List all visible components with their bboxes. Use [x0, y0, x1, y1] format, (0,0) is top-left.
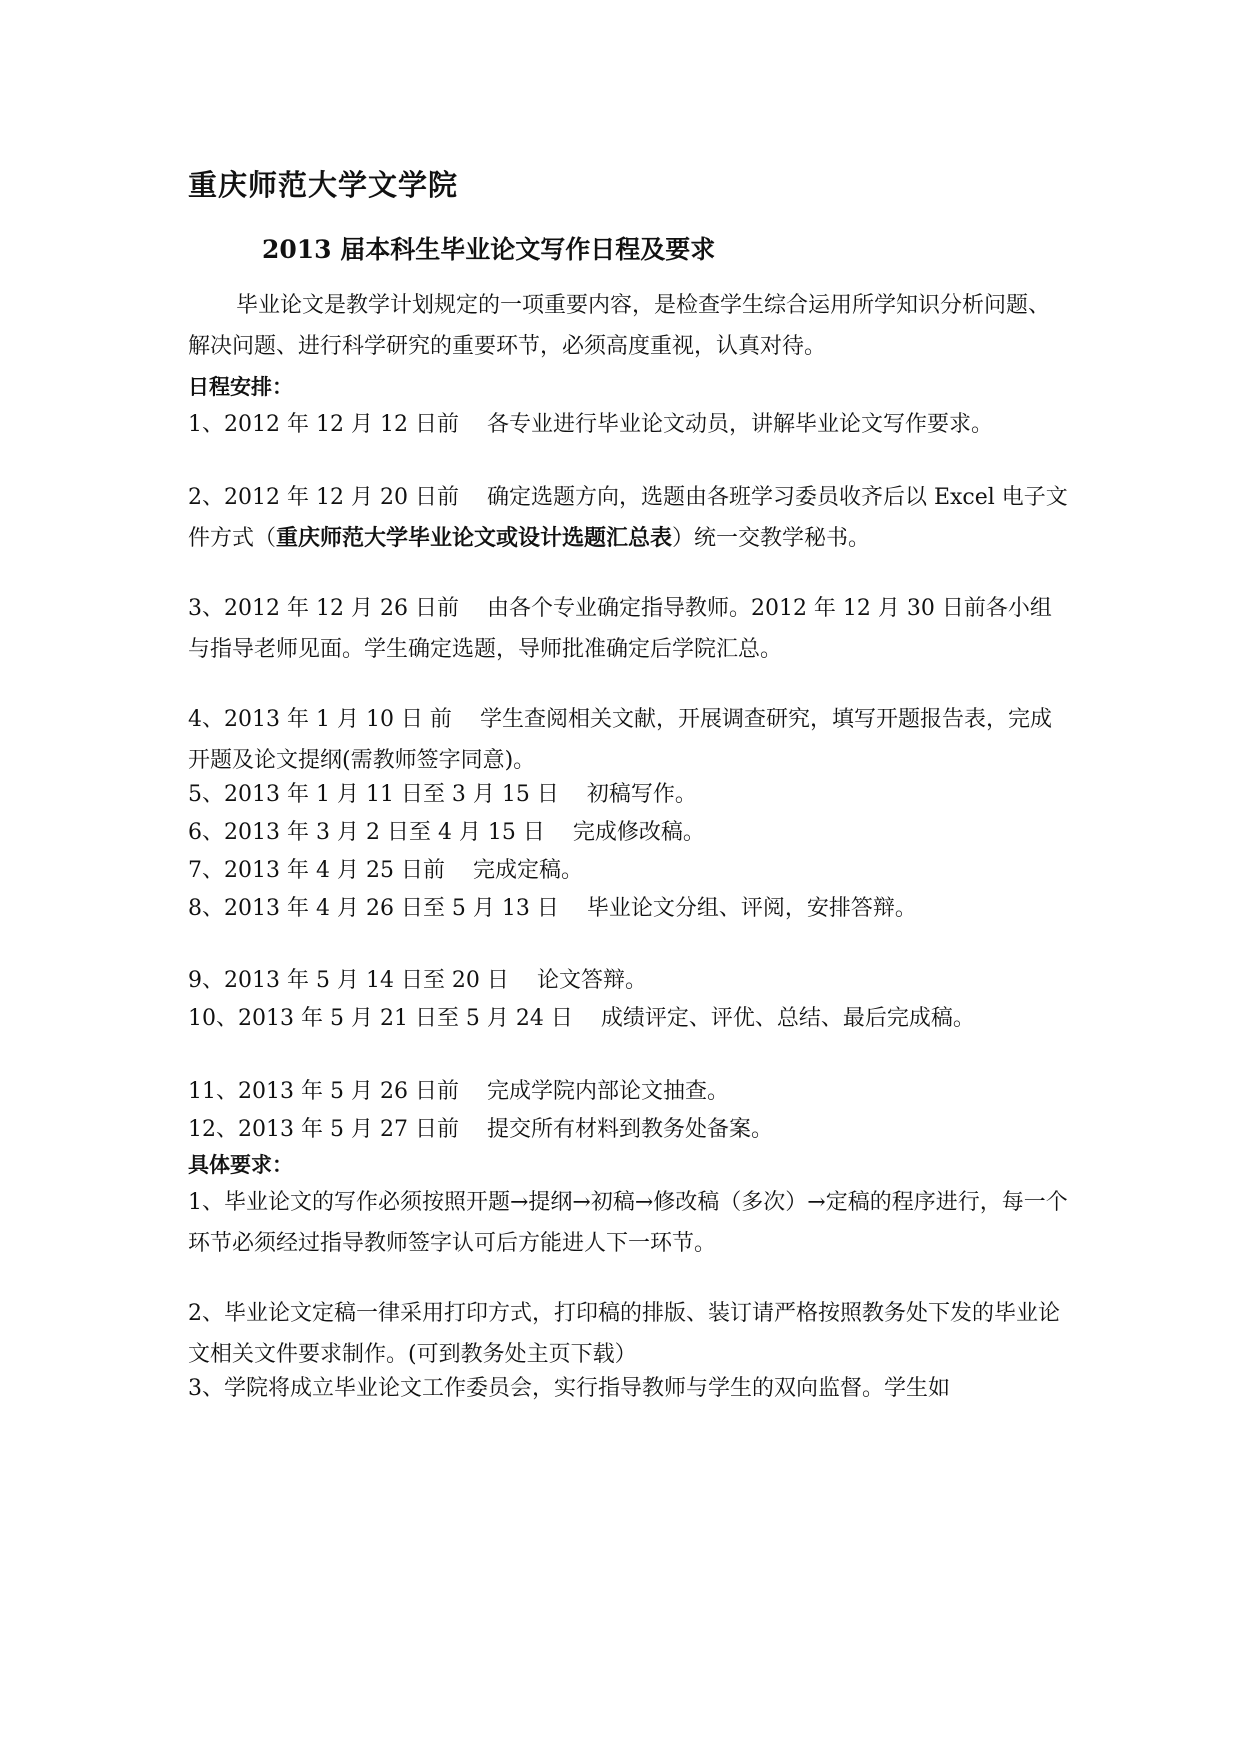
- schedule-item: [188, 812, 1068, 853]
- schedule-text: 完成定稿。: [472, 858, 583, 883]
- requirement-item: 3、学院将成立毕业论文工作委员会，实行指导教师与学生的双向监督。学生如: [188, 1376, 950, 1401]
- schedule-text: 提交所有材料到教务处备案。: [486, 1117, 773, 1142]
- schedule-item: [188, 850, 1068, 891]
- organization-title: 重庆师范大学文学院: [188, 168, 459, 202]
- requirements-heading: 具体要求：: [188, 1153, 293, 1177]
- schedule-item: [188, 1071, 1068, 1112]
- schedule-text: 完成学院内部论文抽查。: [486, 1079, 729, 1104]
- schedule-text: 完成修改稿。: [572, 820, 705, 845]
- schedule-text: 初稿写作。: [586, 782, 697, 807]
- schedule-heading: 日程安排：: [188, 375, 293, 399]
- schedule-date: 11、2013 年 5 月 26 日前: [188, 1079, 459, 1104]
- schedule-text: 毕业论文分组、评阅，安排答辩。: [586, 896, 917, 921]
- schedule-date: 9、2013 年 5 月 14 日至 20 日: [188, 968, 509, 993]
- schedule-text-end: ）统一交教学秘书。: [672, 526, 871, 551]
- schedule-date: 7、2013 年 4 月 25 日前: [188, 858, 445, 883]
- schedule-item: [188, 404, 1068, 445]
- schedule-item: [188, 960, 1068, 1001]
- schedule-date: 3、2012 年 12 月 26 日前: [188, 596, 459, 621]
- schedule-text: 论文答辩。: [536, 968, 647, 993]
- schedule-text: 各专业进行毕业论文动员，讲解毕业论文写作要求。: [486, 412, 993, 437]
- schedule-item: [188, 1109, 1068, 1150]
- schedule-item: [188, 888, 1068, 929]
- schedule-item: [188, 998, 1068, 1039]
- schedule-date: 4、2013 年 1 月 10 日 前: [188, 707, 452, 732]
- schedule-text: 确定选题方向，选题由各班学习委员收齐后以 Excel 电子文件方式（: [188, 485, 1068, 551]
- schedule-item: [188, 699, 1068, 781]
- schedule-date: 1、2012 年 12 月 12 日前: [188, 412, 459, 437]
- schedule-text: 学生查阅相关文献，开展调查研究，填写开题报告表，完成开题及论文提纲(需教师签字同意)。: [188, 707, 1052, 773]
- schedule-item: [188, 477, 1068, 559]
- schedule-date: 8、2013 年 4 月 26 日至 5 月 13 日: [188, 896, 559, 921]
- requirement-item: 2、毕业论文定稿一律采用打印方式，打印稿的排版、装订请严格按照教务处下发的毕业论文相关文件要求制作。(可到教务处主页下载）: [188, 1301, 1061, 1367]
- schedule-date: 5、2013 年 1 月 11 日至 3 月 15 日: [188, 782, 559, 807]
- schedule-text: 成绩评定、评优、总结、最后完成稿。: [600, 1006, 975, 1031]
- form-name: 重庆师范大学毕业论文或设计选题汇总表: [276, 526, 673, 551]
- schedule-item: [188, 588, 1068, 670]
- schedule-item: [188, 774, 1068, 815]
- document-title: 2013 届本科生毕业论文写作日程及要求: [262, 235, 716, 264]
- schedule-date: 2、2012 年 12 月 20 日前: [188, 485, 459, 510]
- schedule-date: 6、2013 年 3 月 2 日至 4 月 15 日: [188, 820, 545, 845]
- schedule-text: 由各个专业确定指导教师。2012 年 12 月 30 日前各小组与指导老师见面。学生确定选题，导师批准确定后学院汇总。: [188, 596, 1052, 662]
- schedule-date: 12、2013 年 5 月 27 日前: [188, 1117, 459, 1142]
- intro-paragraph: 毕业论文是教学计划规定的一项重要内容，是检查学生综合运用所学知识分析问题、解决问题、进行科学研究的重要环节，必须高度重视，认真对待。: [188, 293, 1051, 359]
- requirement-item: 1、毕业论文的写作必须按照开题→提纲→初稿→修改稿（多次）→定稿的程序进行，每一个环节必须经过指导教师签字认可后方能进人下一环节。: [188, 1190, 1068, 1256]
- schedule-date: 10、2013 年 5 月 21 日至 5 月 24 日: [188, 1006, 573, 1031]
